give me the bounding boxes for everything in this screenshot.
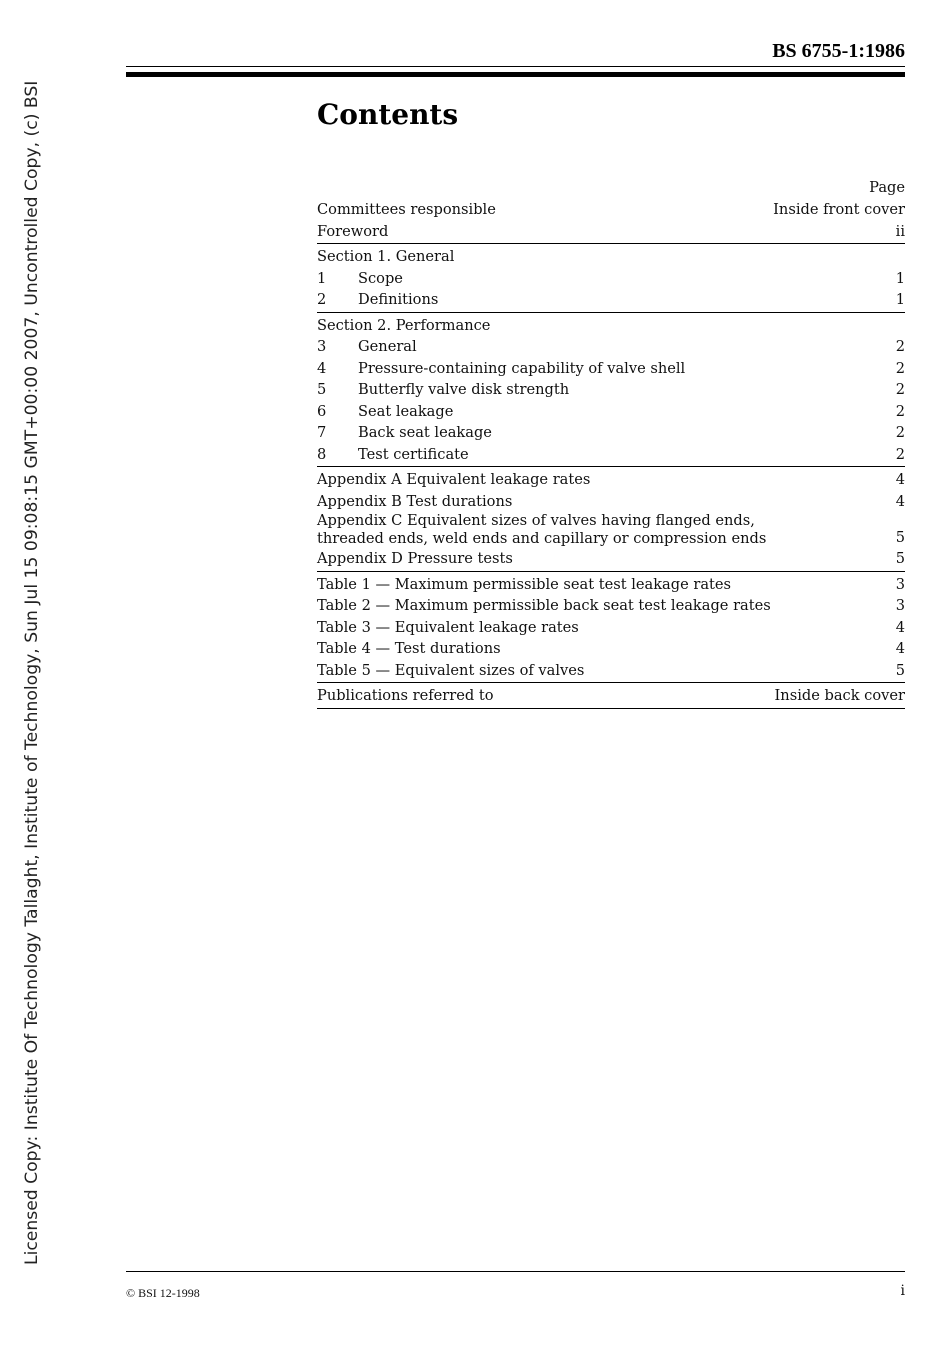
toc-entry-appendix-c[interactable] bbox=[317, 512, 905, 548]
toc-entry-page: 4 bbox=[895, 471, 905, 488]
toc-entry-publications[interactable] bbox=[317, 685, 905, 707]
footer-page-number: i bbox=[900, 1283, 905, 1299]
toc-entry-text: Test certificate bbox=[358, 445, 469, 463]
toc-entry-page: Inside front cover bbox=[773, 201, 905, 218]
section-heading-text: Section 2. Performance bbox=[317, 316, 491, 334]
section-heading[interactable] bbox=[317, 315, 905, 337]
toc-entry-text: Appendix A Equivalent leakage rates bbox=[317, 471, 591, 488]
clause-number: 2 bbox=[317, 291, 327, 308]
toc-entry-text: Back seat leakage bbox=[358, 424, 492, 441]
toc-entry-text: Seat leakage bbox=[358, 402, 454, 420]
clause-number: 8 bbox=[317, 445, 327, 463]
toc-entry-text: Table 5 — Equivalent sizes of valves bbox=[317, 661, 585, 679]
footer-copyright: © BSI 12-1998 bbox=[126, 1286, 200, 1300]
toc-entry-page: 4 bbox=[895, 492, 905, 510]
toc-entry-appendix-b[interactable] bbox=[317, 491, 905, 513]
toc-entry-page: 5 bbox=[895, 661, 905, 679]
clause-number: 3 bbox=[317, 338, 327, 355]
clause-number: 5 bbox=[317, 381, 327, 398]
toc-entry-table-5[interactable] bbox=[317, 660, 905, 682]
page-title: Contents bbox=[317, 98, 459, 131]
header-rule-thin bbox=[126, 66, 905, 67]
toc-entry-page: 2 bbox=[895, 338, 905, 355]
toc-section-1 bbox=[317, 246, 905, 313]
toc-entry-text-line2: threaded ends, weld ends and capillary or compression ends bbox=[317, 530, 767, 547]
toc-entry-page: 2 bbox=[895, 424, 905, 441]
table-of-contents bbox=[317, 177, 905, 711]
toc-entry-foreword[interactable] bbox=[317, 221, 905, 243]
toc-entry-text: Appendix D Pressure tests bbox=[317, 550, 513, 567]
license-watermark: Licensed Copy: Institute Of Technology Tallaght, Institute of Technology, Sun Jul 15 09:08:15 GMT+00:00 2007, Uncontrolled Copy, (c) BSI bbox=[22, 80, 42, 1265]
toc-entry-text: Appendix B Test durations bbox=[317, 492, 513, 510]
toc-entry-text: Foreword bbox=[317, 222, 389, 240]
toc-entry-text: Definitions bbox=[358, 291, 439, 308]
toc-entry-page: 1 bbox=[895, 291, 905, 308]
toc-entry-page: 3 bbox=[895, 575, 905, 593]
toc-entry-text: General bbox=[358, 338, 417, 355]
toc-entry-text: Pressure-containing capability of valve shell bbox=[358, 359, 686, 377]
clause-number: 6 bbox=[317, 402, 327, 420]
toc-entry-pressure[interactable] bbox=[317, 358, 905, 380]
toc-entry-text: Table 4 — Test durations bbox=[317, 640, 501, 657]
toc-entry-text: Table 2 — Maximum permissible back seat test leakage rates bbox=[317, 597, 771, 614]
toc-entry-appendix-a[interactable] bbox=[317, 469, 905, 491]
toc-entry-text: Committees responsible bbox=[317, 201, 496, 218]
document-code: BS 6755-1:1986 bbox=[772, 40, 905, 62]
toc-entry-table-4[interactable] bbox=[317, 638, 905, 660]
toc-entry-page: 4 bbox=[895, 618, 905, 636]
toc-appendices bbox=[317, 469, 905, 572]
toc-entry-page: 3 bbox=[895, 597, 905, 614]
toc-entry-back-seat[interactable] bbox=[317, 422, 905, 444]
toc-section-2 bbox=[317, 315, 905, 468]
toc-entry-text: Table 3 — Equivalent leakage rates bbox=[317, 618, 579, 636]
toc-entry-text: Scope bbox=[358, 269, 403, 287]
toc-entry-table-1[interactable] bbox=[317, 574, 905, 596]
toc-entry-page: 5 bbox=[895, 528, 905, 546]
header-rule-thick bbox=[126, 72, 905, 77]
toc-entry-table-3[interactable] bbox=[317, 617, 905, 639]
toc-entry-certificate[interactable] bbox=[317, 444, 905, 466]
clause-number: 7 bbox=[317, 424, 327, 441]
clause-number: 4 bbox=[317, 359, 327, 377]
section-heading[interactable] bbox=[317, 246, 905, 268]
page-column-label: Page bbox=[869, 179, 905, 196]
toc-entry-page: Inside back cover bbox=[774, 687, 905, 704]
toc-entry-seat-leakage[interactable] bbox=[317, 401, 905, 423]
toc-entry-appendix-d[interactable] bbox=[317, 548, 905, 570]
toc-entry-page: 2 bbox=[895, 402, 905, 420]
toc-entry-page: 2 bbox=[895, 381, 905, 398]
toc-entry-page: 1 bbox=[895, 269, 905, 287]
toc-entry-page: 5 bbox=[895, 550, 905, 567]
footer-rule bbox=[126, 1271, 905, 1272]
toc-entry-page: 2 bbox=[895, 445, 905, 463]
toc-publications bbox=[317, 685, 905, 709]
toc-entry-butterfly[interactable] bbox=[317, 379, 905, 401]
toc-entry-table-2[interactable] bbox=[317, 595, 905, 617]
toc-entry-text bbox=[317, 512, 886, 548]
toc-entry-text-line1: Appendix C Equivalent sizes of valves having flanged ends, bbox=[317, 512, 755, 529]
toc-entry-committees[interactable] bbox=[317, 199, 905, 221]
toc-entry-text: Table 1 — Maximum permissible seat test leakage rates bbox=[317, 575, 732, 593]
clause-number: 1 bbox=[317, 269, 327, 287]
toc-front-group bbox=[317, 199, 905, 244]
toc-entry-page: ii bbox=[895, 222, 905, 240]
section-heading-text: Section 1. General bbox=[317, 248, 455, 265]
toc-entry-general[interactable] bbox=[317, 336, 905, 358]
toc-entry-text: Publications referred to bbox=[317, 687, 494, 704]
toc-tables bbox=[317, 574, 905, 684]
toc-entry-page: 2 bbox=[895, 359, 905, 377]
toc-entry-text: Butterfly valve disk strength bbox=[358, 381, 570, 398]
toc-entry-definitions[interactable] bbox=[317, 289, 905, 311]
toc-entry-scope[interactable] bbox=[317, 268, 905, 290]
toc-entry-page: 4 bbox=[895, 640, 905, 657]
